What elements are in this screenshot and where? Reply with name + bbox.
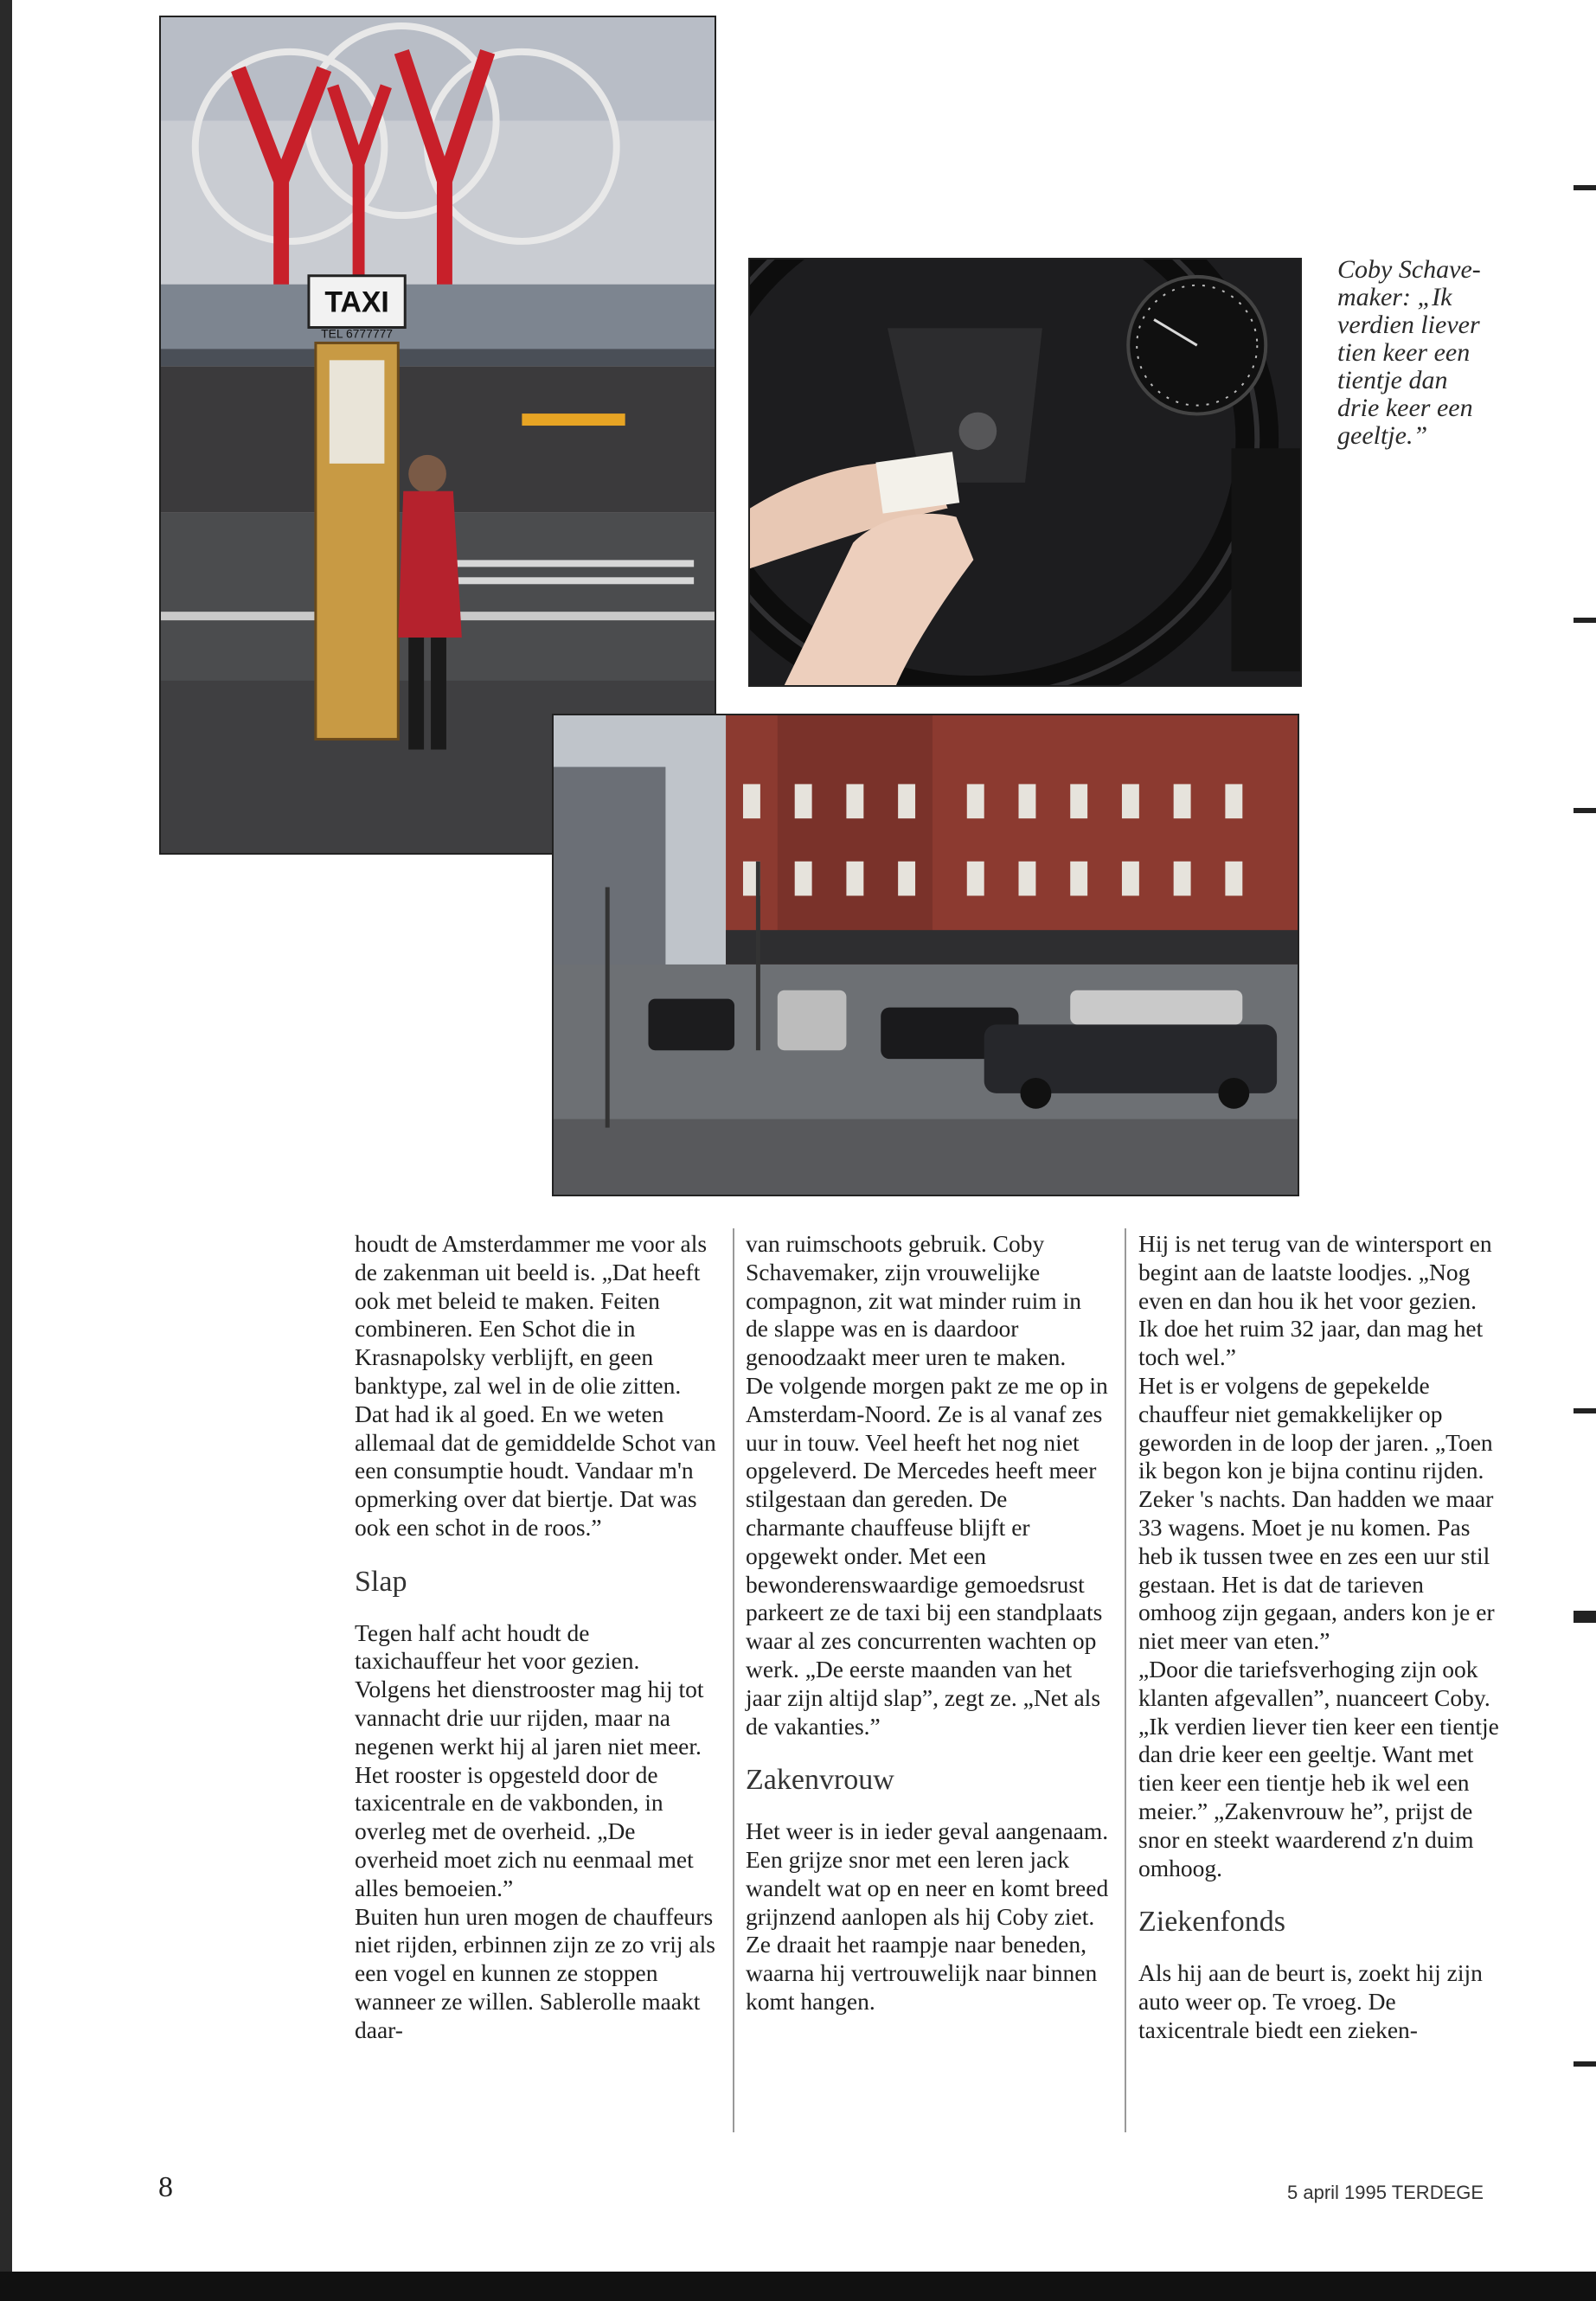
station-illustration	[554, 715, 1298, 1195]
scan-edge-mark	[1574, 1408, 1596, 1413]
issue-footer: 5 april 1995 TERDEGE	[1287, 2182, 1484, 2203]
article-column-1	[355, 1230, 718, 2045]
steering-wheel-illustration	[750, 260, 1300, 685]
paragraph: Het is er volgens de gepekelde chauffeur niet gemakkelijker op geworden in de loop der jaren. „Toen ik begon kon je bijna continu rijden. Zeker 's nachts. Dan hadden we maar 33 wagens. Moet je nu komen. Pas heb ik tussen twee en zes een uur stil gestaan. Het is dat de tarieven omhoog zijn gegaan, anders kon je er niet meer van eten.”	[1138, 1371, 1495, 1655]
column-rule-2	[1125, 1228, 1126, 2132]
article-column-2	[746, 1230, 1109, 2016]
taxi-sign-text: TAXI	[324, 285, 389, 319]
paragraph: Buiten hun uren mogen de chauffeurs niet rijden, erbinnen zijn ze zo vrij als een vogel en kunnen ze stoppen wanneer ze willen. Sablerolle maakt daar-	[355, 1902, 715, 2043]
scan-edge-mark	[1574, 808, 1596, 813]
photo-station-taxis	[552, 714, 1299, 1196]
paragraph: Het weer is in ieder geval aangenaam. Een grijze snor met een leren jack wandelt wat op en neer en komt breed grijnzend aanlopen als hij Coby ziet. Ze draait het raampje naar beneden, waarna hij vertrouwelijk naar binnen komt hangen.	[746, 1817, 1109, 2015]
paragraph: Tegen half acht houdt de taxichauffeur het voor gezien. Volgens het dienstrooster mag hij tot vannacht drie uur rijden, maar na negenen werkt hij al jaren niet meer. Het rooster is opgesteld door de taxicentrale en de vakbonden, in overleg met de overheid. „De overheid moet zich nu eenmaal met alles bemoeien.”	[355, 1618, 704, 1901]
section-heading-ziekenfonds: Ziekenfonds	[1138, 1906, 1285, 1939]
paragraph: houdt de Amsterdammer me voor als de zakenman uit beeld is. „Dat heeft ook met beleid te maken. Feiten combineren. Een Schot die in Krasnapolsky verblijft, en geen banktype, zal wel in de olie zitten. Dat had ik al goed. En we weten allemaal dat de gemiddelde Schot van een consumptie houdt. Vandaar m'n opmerking over dat biertje. Dat was ook een schot in de roos.”	[355, 1230, 716, 1541]
paragraph: Hij is net terug van de wintersport en begint aan de laatste loodjes. „Nog even en dan hou ik het voor gezien. Ik doe het ruim 32 jaar, dan mag het toch wel.”	[1138, 1230, 1492, 1371]
paragraph: van ruimschoots gebruik. Coby Schavemaker, zijn vrouwelijke compagnon, zit wat minder ruim in de slappe was en is daardoor genoodzaakt meer uren te maken.	[746, 1230, 1081, 1371]
taxi-tel-text: TEL 6777777	[321, 326, 394, 341]
paragraph: Als hij aan de beurt is, zoekt hij zijn auto weer op. Te vroeg. De taxicentrale biedt een zieken-	[1138, 1959, 1483, 2043]
scan-edge-mark	[1574, 185, 1596, 190]
column-rule-1	[733, 1228, 734, 2132]
article-column-3	[1138, 1230, 1502, 2045]
paragraph: De volgende morgen pakt ze me op in Amsterdam-Noord. Ze is al vanaf zes uur in touw. Veel heeft het nog niet opgeleverd. De Mercedes heeft meer stilgestaan dan gereden. De charmante chauffeuse blijft er opgewekt onder. Met een bewonderenswaardige gemoedsrust parkeert ze de taxi bij een standplaats waar al zes concurrenten wachten op werk. „De eerste maanden van het jaar zijn altijd slap”, zegt ze. „Net als de vakanties.”	[746, 1371, 1108, 1740]
scan-edge-mark	[1574, 1611, 1596, 1623]
page-number: 8	[158, 2171, 173, 2203]
scan-edge-mark	[1574, 618, 1596, 623]
scan-edge-left	[0, 0, 12, 2301]
photo-caption: Coby Schave- maker: „Ik verdien liever tien keer een tientje dan drie keer een geeltje.”	[1337, 255, 1481, 450]
scan-edge-mark	[1574, 2061, 1596, 2067]
photo-steering-wheel	[748, 258, 1302, 687]
paragraph: „Door die tariefsverhoging zijn ook klanten afgevallen”, nuanceert Coby. „Ik verdien liever tien keer een tientje dan drie keer een geeltje. Want met tien keer een tientje heb ik wel een meier.” „Zakenvrouw he”, prijst de snor en steekt waarderend z'n duim omhoog.	[1138, 1655, 1499, 1881]
section-heading-slap: Slap	[355, 1565, 407, 1598]
scan-edge-bottom	[0, 2272, 1596, 2301]
section-heading-zakenvrouw: Zakenvrouw	[746, 1764, 894, 1797]
